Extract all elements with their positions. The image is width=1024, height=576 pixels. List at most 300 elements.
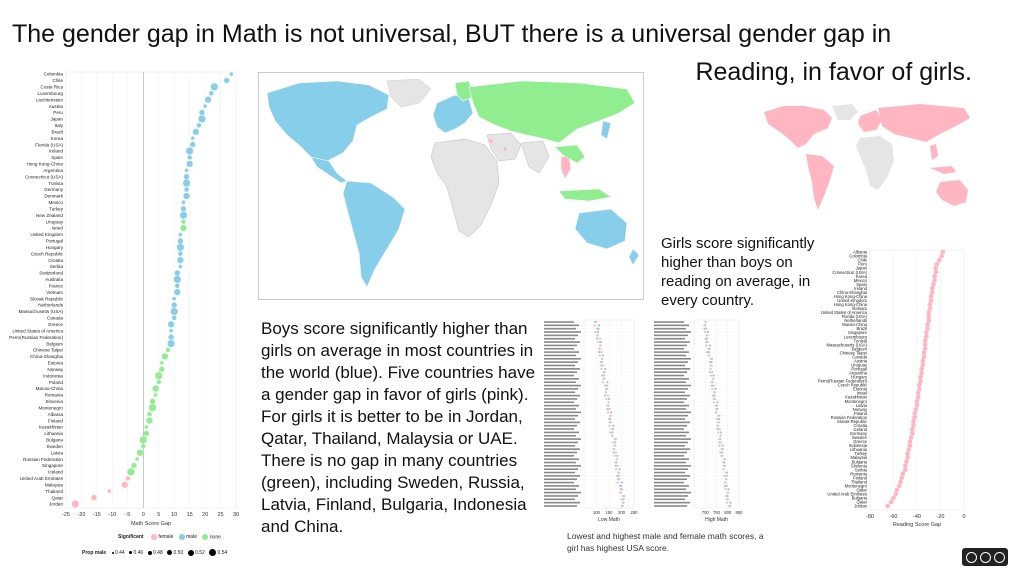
small-country-label xyxy=(544,371,577,373)
small-country-label xyxy=(544,505,577,507)
math-country-label: Turkey xyxy=(49,206,63,212)
math-gap-point xyxy=(167,340,174,347)
reading-country-label: Tunisia xyxy=(853,338,867,344)
small-country-label xyxy=(654,348,684,350)
reading-country-label: Argentina xyxy=(849,370,867,376)
math-country-label: Portugal xyxy=(45,238,63,244)
reading-gap-chart xyxy=(808,248,968,530)
female-score-point xyxy=(615,451,617,453)
small-country-label xyxy=(544,495,578,497)
small-country-label xyxy=(544,455,574,457)
reading-country-label: Austria xyxy=(853,358,867,364)
small-country-label xyxy=(654,482,684,484)
reading-gap-point xyxy=(905,455,910,460)
male-score-point xyxy=(621,481,623,483)
male-score-point xyxy=(619,468,621,470)
female-score-point xyxy=(619,492,621,494)
female-score-point xyxy=(608,418,610,420)
reading-gap-point xyxy=(885,504,890,509)
reading-country-label: Croatia xyxy=(853,422,867,428)
small-country-label xyxy=(654,442,688,444)
reading-gap-point xyxy=(905,451,910,456)
map-qatar xyxy=(503,147,506,150)
reading-gap-point xyxy=(911,419,916,424)
small-country-label xyxy=(544,435,576,437)
female-score-point xyxy=(710,358,712,360)
female-score-point xyxy=(616,481,618,483)
small-country-label xyxy=(654,328,686,330)
reading-country-label: Montenegro xyxy=(844,483,867,489)
math-gap-point xyxy=(174,289,180,295)
math-country-label: Colombia xyxy=(43,71,63,77)
math-country-label: United States of America xyxy=(12,328,63,334)
female-score-point xyxy=(713,384,715,386)
math-country-label: Norway xyxy=(47,366,63,372)
female-score-point xyxy=(609,415,611,417)
math-tick-label: -15 xyxy=(92,512,101,518)
math-country-label: Vietnam xyxy=(46,289,63,295)
math-gap-point xyxy=(205,97,211,103)
small-country-label xyxy=(654,388,688,390)
male-score-point xyxy=(603,374,605,376)
small-country-label xyxy=(654,425,687,427)
reading-country-label: Canada xyxy=(852,354,867,360)
math-tick-label: 20 xyxy=(202,512,209,518)
small-x-axis-label: High Math xyxy=(705,517,728,523)
legend-none-swatch xyxy=(202,534,208,540)
reading-country-label: Kazakhstan xyxy=(845,394,867,400)
math-gap-point xyxy=(230,72,234,76)
small-country-label xyxy=(544,488,576,490)
legend-prop-2: 0.48 xyxy=(153,549,163,556)
math-gap-point xyxy=(150,399,155,404)
small-country-label xyxy=(544,388,578,390)
math-gap-point xyxy=(156,380,161,385)
female-score-point xyxy=(615,468,617,470)
female-score-point xyxy=(704,331,706,333)
math-gap-point xyxy=(186,147,193,154)
male-score-point xyxy=(709,344,711,346)
small-country-label xyxy=(544,375,574,377)
female-score-point xyxy=(603,371,605,373)
math-tick-label: 10 xyxy=(171,512,178,518)
reading-country-label: Colombia xyxy=(849,253,867,259)
math-gap-point xyxy=(160,361,164,365)
reading-gap-point xyxy=(923,342,928,347)
small-country-label xyxy=(654,391,685,393)
male-score-point xyxy=(718,418,720,420)
small-country-label xyxy=(544,492,581,494)
small-country-label xyxy=(544,478,577,480)
reading-x-axis-label: Reading Score Gap xyxy=(892,522,942,528)
math-gap-point xyxy=(187,155,192,160)
math-gap-point xyxy=(177,244,184,251)
small-country-label xyxy=(654,445,685,447)
math-gap-point xyxy=(179,233,183,237)
female-score-point xyxy=(618,478,620,480)
reading-country-label: Chinese Taipei xyxy=(839,350,867,356)
female-score-point xyxy=(595,321,597,323)
small-country-label xyxy=(654,338,685,340)
small-country-label xyxy=(544,422,580,424)
reading-gap-point xyxy=(912,411,917,416)
reading-gap-point xyxy=(897,484,902,489)
male-score-point xyxy=(729,502,731,504)
female-score-point xyxy=(617,465,619,467)
math-country-label: Chinese Taipei xyxy=(32,347,63,353)
legend-male-swatch xyxy=(179,534,185,540)
female-score-point xyxy=(621,488,623,490)
male-score-point xyxy=(596,338,598,340)
male-score-point xyxy=(598,351,600,353)
math-gap-point xyxy=(198,115,205,122)
math-country-label: Albania xyxy=(47,411,63,417)
reading-country-label: Montenegro xyxy=(844,398,867,404)
small-country-label xyxy=(654,505,687,507)
reading-gap-point xyxy=(889,500,894,505)
small-country-label xyxy=(544,325,579,327)
male-score-point xyxy=(610,411,612,413)
legend-prop-3: 0.50 xyxy=(173,549,184,556)
math-country-label: Croatia xyxy=(48,257,63,263)
male-score-point xyxy=(725,475,727,477)
small-tick-label: 750 xyxy=(713,510,720,515)
math-country-label: Belgium xyxy=(46,341,63,347)
reading-gap-point xyxy=(918,379,923,384)
female-score-point xyxy=(705,328,707,330)
reading-country-label: Romania xyxy=(850,471,867,477)
math-country-label: Latvia xyxy=(50,450,63,456)
reading-tick-label: -60 xyxy=(889,514,898,520)
reading-country-label: Turkey xyxy=(854,451,867,457)
female-score-point xyxy=(707,341,709,343)
reading-gap-point xyxy=(891,496,896,501)
reading-gap-point xyxy=(921,363,926,368)
reading-country-label: Slovak Republic xyxy=(836,418,867,424)
math-country-label: Argentina xyxy=(43,167,63,173)
female-score-point xyxy=(602,381,604,383)
reading-country-label: Hong Kong-China xyxy=(833,293,867,299)
math-country-label: Korea xyxy=(50,135,63,141)
reading-country-label: Serbia xyxy=(854,467,867,473)
small-country-label xyxy=(654,325,689,327)
math-gap-point xyxy=(175,284,180,289)
reading-country-label: Florida (USA) xyxy=(841,314,867,320)
small-country-label xyxy=(654,435,686,437)
reading-country-label: Greece xyxy=(853,439,867,445)
reading-country-label: United Kingdom xyxy=(837,297,867,303)
reading-country-label: Albania xyxy=(853,249,867,255)
math-gap-point xyxy=(141,444,146,449)
small-country-label xyxy=(654,358,691,360)
small-country-label xyxy=(544,438,581,440)
small-country-label xyxy=(654,485,689,487)
female-score-point xyxy=(720,448,722,450)
reading-country-label: Poland xyxy=(853,410,867,416)
math-gap-point xyxy=(183,180,190,187)
math-gap-point xyxy=(144,431,149,436)
female-score-point xyxy=(725,478,727,480)
reading-gap-point xyxy=(932,278,937,283)
small-country-label xyxy=(654,351,689,353)
math-country-label: Serbia xyxy=(49,264,63,270)
legend-prop-5: 0.54 xyxy=(217,549,228,556)
legend-prop-0: 0.44 xyxy=(114,549,125,556)
math-country-label: Ireland xyxy=(48,148,63,154)
legend-prop-4: 0.52 xyxy=(195,549,205,556)
low-math-chart xyxy=(538,318,638,523)
female-score-point xyxy=(719,435,721,437)
math-country-label: Mexico xyxy=(48,200,63,206)
reading-gap-point xyxy=(923,338,928,343)
male-score-point xyxy=(716,428,718,430)
reading-country-label: Qatar xyxy=(856,499,867,505)
female-score-point xyxy=(607,395,609,397)
reading-country-label: Czech Republic xyxy=(837,382,867,388)
reading-country-label: Chile xyxy=(857,257,867,263)
small-country-label xyxy=(654,375,684,377)
female-score-point xyxy=(614,445,616,447)
reading-country-label: Perm(Russian Federation) xyxy=(817,378,867,384)
female-score-point xyxy=(724,481,726,483)
small-country-label xyxy=(544,351,579,353)
math-country-label: China-Shanghai xyxy=(30,354,63,360)
small-country-label xyxy=(544,381,576,383)
small-country-label xyxy=(544,475,580,477)
reading-country-label: Hong Kong-China xyxy=(833,302,867,308)
female-score-point xyxy=(608,401,610,403)
female-score-point xyxy=(711,381,713,383)
female-score-point xyxy=(709,368,711,370)
math-caption: Boys score significantly higher than girls on average in most countries in the world (blue). Five countries have a gender gap in favor of girls (pink). For girls it is better to be in Jordan, Qatar, Thailand, Malaysia or UAE. There is no gap in many countries (green), including Sweden, Russia, Latvia, Finland, Bulgaria, Indonesia and China. xyxy=(261,319,536,536)
math-country-label: Netherlands xyxy=(38,302,63,308)
reading-country-label: Singapore xyxy=(847,330,867,336)
legend-female-swatch xyxy=(151,534,157,540)
math-country-label: France xyxy=(48,283,63,289)
slide-title-line2: Reading, in favor of girls. xyxy=(695,58,972,86)
small-tick-label: 100 xyxy=(593,510,600,515)
small-country-label xyxy=(654,361,688,363)
reading-gap-point xyxy=(926,314,931,319)
female-score-point xyxy=(715,411,717,413)
male-score-point xyxy=(727,488,729,490)
female-score-point xyxy=(725,495,727,497)
female-score-point xyxy=(602,364,604,366)
small-country-label xyxy=(544,502,580,504)
female-score-point xyxy=(706,334,708,336)
small-country-label xyxy=(544,405,579,407)
math-tick-label: -10 xyxy=(108,512,117,518)
reading-country-label: Uruguay xyxy=(851,362,867,368)
math-gap-point xyxy=(107,489,111,493)
female-score-point xyxy=(601,374,603,376)
math-gap-point xyxy=(182,201,186,205)
math-country-label: Canada xyxy=(46,315,63,321)
math-gap-point xyxy=(183,193,189,199)
small-country-label xyxy=(654,488,686,490)
reading-country-label: Indonesia xyxy=(848,443,867,449)
male-score-point xyxy=(602,354,604,356)
female-score-point xyxy=(713,391,715,393)
small-country-label xyxy=(654,321,684,323)
female-score-point xyxy=(614,461,616,463)
female-score-point xyxy=(728,505,730,507)
math-country-label: Germany xyxy=(44,187,63,193)
math-country-label: Australia xyxy=(45,277,63,283)
female-score-point xyxy=(716,418,718,420)
math-country-label: Peru xyxy=(53,110,63,116)
reading-country-label: Vietnam xyxy=(851,306,867,312)
math-country-label: Switzerland xyxy=(39,270,63,276)
small-country-label xyxy=(544,415,578,417)
female-score-point xyxy=(601,358,603,360)
male-score-point xyxy=(604,395,606,397)
small-tick-label: 700 xyxy=(701,510,709,515)
male-score-point xyxy=(712,374,714,376)
reading-country-label: Iceland xyxy=(853,426,867,432)
male-score-point xyxy=(720,431,722,433)
reading-tick-label: -80 xyxy=(866,514,874,520)
math-country-label: Thailand xyxy=(45,488,63,494)
small-country-label xyxy=(654,472,685,474)
math-country-label: Spain xyxy=(51,155,63,161)
reading-country-label: China-Shanghai xyxy=(836,289,867,295)
math-country-label: Sweden xyxy=(46,443,63,449)
math-country-label: Macao-China xyxy=(35,386,63,392)
math-country-label: Israel xyxy=(51,225,63,231)
reading-country-label: Lithuania xyxy=(850,447,867,453)
female-score-point xyxy=(727,498,729,500)
math-gap-point xyxy=(175,270,180,275)
math-gap-point xyxy=(181,206,186,211)
reading-country-label: Bulgaria xyxy=(851,495,867,501)
reading-gap-point xyxy=(930,286,935,291)
small-country-label xyxy=(654,345,687,347)
female-score-point xyxy=(594,331,596,333)
small-tick-label: 800 xyxy=(724,510,732,515)
math-country-label: Montenegro xyxy=(38,405,63,411)
math-gap-point xyxy=(224,78,229,83)
math-country-label: Estonia xyxy=(47,360,63,366)
small-country-label xyxy=(544,448,580,450)
math-gap-point xyxy=(145,425,149,429)
reading-gap-point xyxy=(931,282,936,287)
reading-country-label: Germany xyxy=(849,431,867,437)
math-gap-point xyxy=(166,348,171,353)
math-country-label: Perm(Russian Federation) xyxy=(9,334,63,340)
reading-gap-point xyxy=(908,439,913,444)
math-country-label: Japan xyxy=(50,116,63,122)
female-score-point xyxy=(714,398,716,400)
math-gap-point xyxy=(122,482,128,488)
small-country-label xyxy=(654,462,686,464)
math-plot-area xyxy=(66,72,236,508)
prop-male-legend xyxy=(82,549,227,556)
female-score-point xyxy=(722,468,724,470)
small-country-label xyxy=(654,422,690,424)
small-country-label xyxy=(544,321,574,323)
female-score-point xyxy=(724,488,726,490)
small-country-label xyxy=(544,425,577,427)
small-country-label xyxy=(654,335,688,337)
math-gap-point xyxy=(169,329,173,333)
female-score-point xyxy=(719,451,721,453)
math-gap-point xyxy=(126,476,130,481)
female-score-point xyxy=(599,354,601,356)
reading-gap-point xyxy=(928,302,933,307)
reading-gap-point xyxy=(934,270,939,275)
small-country-label xyxy=(654,412,691,414)
legend-significant-label: Significant xyxy=(118,534,144,541)
reading-gap-point xyxy=(915,403,920,408)
math-gap-point xyxy=(168,334,173,339)
male-score-point xyxy=(622,498,624,500)
math-x-axis-label: Math Score Gap xyxy=(130,521,172,527)
small-country-label xyxy=(654,478,687,480)
small-country-label xyxy=(654,398,687,400)
male-score-point xyxy=(600,341,602,343)
small-country-label xyxy=(544,465,581,467)
math-tick-label: 15 xyxy=(186,512,193,518)
math-country-label: Connecticut (USA) xyxy=(24,174,63,180)
reading-caption: Girls score significantly higher than boys on reading on average, in every country. xyxy=(661,235,815,309)
small-country-label xyxy=(544,418,575,420)
math-gap-point xyxy=(190,142,195,147)
math-gap-point xyxy=(159,367,164,372)
math-gap-point xyxy=(197,123,202,128)
reading-gap-point xyxy=(918,375,923,380)
math-gap-point xyxy=(154,393,158,397)
small-country-label xyxy=(654,448,690,450)
small-country-label xyxy=(544,358,581,360)
female-score-point xyxy=(705,321,707,323)
small-tick-label: 850 xyxy=(735,510,743,515)
reading-tick-label: -40 xyxy=(913,514,921,520)
reading-gap-point xyxy=(894,492,899,497)
small-country-label xyxy=(654,331,691,333)
math-tick-label: 30 xyxy=(232,512,240,518)
small-country-label xyxy=(544,468,578,470)
small-country-label xyxy=(544,482,574,484)
small-country-label xyxy=(654,418,685,420)
math-country-label: Czech Republic xyxy=(30,251,63,257)
female-score-point xyxy=(611,428,613,430)
female-score-point xyxy=(600,351,602,353)
lowhigh-caption: Lowest and highest male and female math scores, a girl has highest USA score. xyxy=(567,531,764,553)
math-gap-point xyxy=(191,136,195,140)
female-score-point xyxy=(719,428,721,430)
male-score-point xyxy=(611,431,613,433)
small-country-label xyxy=(544,385,581,387)
small-country-label xyxy=(544,368,580,370)
math-country-label: Finland xyxy=(47,418,63,424)
reading-country-label: Estonia xyxy=(853,386,867,392)
reading-tick-label: -20 xyxy=(936,514,945,520)
small-country-label xyxy=(654,415,688,417)
math-country-label: Slovenia xyxy=(45,399,63,405)
legend-prop-1: 0.46 xyxy=(133,549,144,556)
reading-country-label: Brazil xyxy=(856,326,867,332)
reading-gap-point xyxy=(917,387,922,392)
math-gap-point xyxy=(149,404,156,411)
female-score-point xyxy=(621,505,623,507)
female-score-point xyxy=(594,324,596,326)
female-score-point xyxy=(613,448,615,450)
reading-gap-point xyxy=(916,391,921,396)
female-score-point xyxy=(597,334,599,336)
female-score-point xyxy=(717,408,719,410)
reading-gap-point xyxy=(909,435,914,440)
